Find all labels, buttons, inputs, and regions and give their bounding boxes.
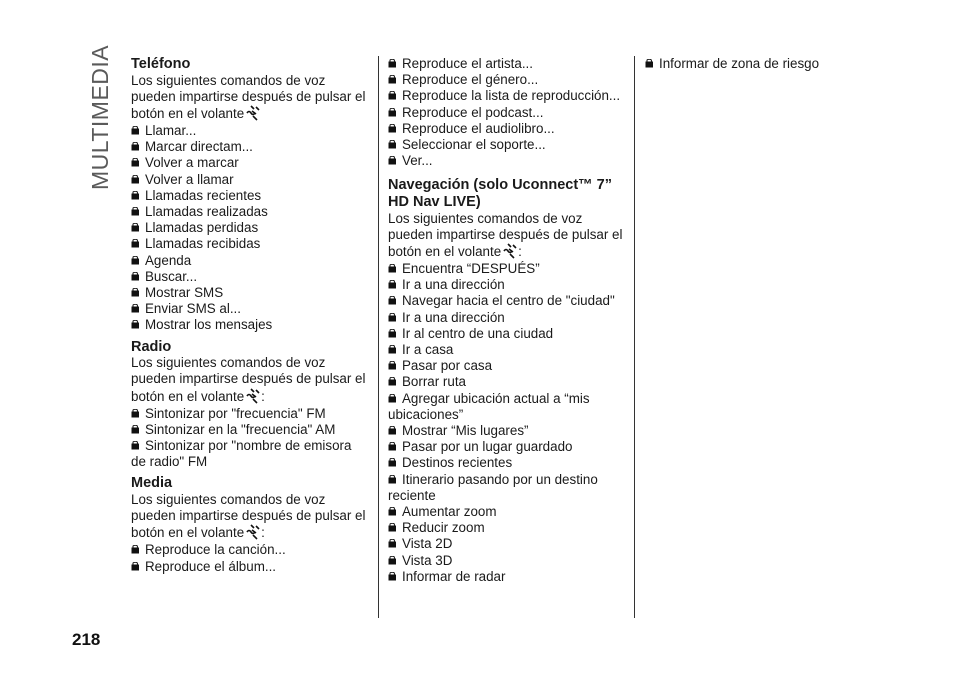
command-bullet-icon (131, 272, 140, 281)
command-bullet-icon (388, 313, 397, 322)
list-item: Ir al centro de una ciudad (388, 326, 628, 342)
command-bullet-icon (131, 223, 140, 232)
column-divider (378, 56, 379, 618)
command-list (131, 123, 369, 334)
command-bullet-icon (388, 572, 397, 581)
list-item: Mostrar “Mis lugares” (388, 423, 628, 439)
list-item: Aumentar zoom (388, 504, 628, 520)
command-bullet-icon (388, 91, 397, 100)
command-bullet-icon (388, 329, 397, 338)
command-bullet-icon (131, 425, 140, 434)
command-bullet-icon (131, 142, 140, 151)
command-bullet-icon (131, 175, 140, 184)
command-bullet-icon (131, 304, 140, 313)
command-bullet-icon (388, 442, 397, 451)
list-item: Vista 2D (388, 536, 628, 552)
list-item: Reproduce el podcast... (388, 105, 628, 121)
list-item: Llamadas realizadas (131, 204, 369, 220)
list-item: Llamadas recibidas (131, 236, 369, 252)
command-list (645, 56, 875, 72)
command-bullet-icon (388, 361, 397, 370)
list-item: Mostrar SMS (131, 285, 369, 301)
list-item: Reproduce la lista de reproducción... (388, 88, 628, 104)
list-item: Sintonizar por "frecuencia" FM (131, 406, 369, 422)
list-item: Reproduce el artista... (388, 56, 628, 72)
section-title: Radio (131, 338, 172, 355)
list-item: Itinerario pasando por un destino reciente (388, 471, 598, 503)
list-item: Volver a llamar (131, 172, 369, 188)
list-item: Volver a marcar (131, 155, 369, 171)
command-bullet-icon (388, 280, 397, 289)
list-item: Informar de radar (388, 569, 628, 585)
page-number: 218 (72, 630, 101, 649)
command-list (388, 261, 628, 585)
section-intro: Los siguientes comandos de voz pueden impartirse después de pulsar el botón en el volante : (131, 355, 366, 404)
list-item: Ir a una dirección (388, 277, 628, 293)
command-bullet-icon (645, 59, 654, 68)
command-bullet-icon (131, 158, 140, 167)
section-intro: Los siguientes comandos de voz pueden impartirse después de pulsar el botón en el volante : (131, 492, 366, 541)
list-item: Pasar por casa (388, 358, 628, 374)
list-item: Sintonizar por "nombre de emisora de radio" FM (131, 438, 352, 470)
voice-command-icon (502, 243, 518, 261)
list-item: Vista 3D (388, 553, 628, 569)
section-intro: Los siguientes comandos de voz pueden impartirse después de pulsar el botón en el volante : (388, 210, 623, 260)
section-side-title: MULTIMEDIA (87, 44, 113, 190)
list-item: Reproduce la canción... (131, 542, 369, 558)
command-bullet-icon (388, 59, 397, 68)
command-bullet-icon (388, 156, 397, 165)
command-bullet-icon (131, 545, 140, 554)
list-item: Mostrar los mensajes (131, 317, 369, 333)
list-item: Pasar por un lugar guardado (388, 439, 628, 455)
list-item: Borrar ruta (388, 374, 628, 390)
list-item: Informar de zona de riesgo (645, 56, 875, 72)
command-bullet-icon (388, 75, 397, 84)
list-item: Seleccionar el soporte... (388, 137, 628, 153)
command-bullet-icon (388, 458, 397, 467)
command-bullet-icon (388, 426, 397, 435)
command-bullet-icon (388, 539, 397, 548)
command-bullet-icon (131, 207, 140, 216)
list-item: Llamadas recientes (131, 188, 369, 204)
command-bullet-icon (388, 556, 397, 565)
list-item: Reproduce el álbum... (131, 559, 369, 575)
command-bullet-icon (388, 507, 397, 516)
command-bullet-icon (131, 191, 140, 200)
list-item: Reproduce el género... (388, 72, 628, 88)
column-2 (388, 56, 628, 585)
section-navegacion (388, 177, 628, 585)
list-item: Ver... (388, 153, 628, 169)
list-item: Agenda (131, 253, 369, 269)
command-bullet-icon (131, 256, 140, 265)
list-item: Ir a una dirección (388, 310, 628, 326)
command-bullet-icon (131, 409, 140, 418)
column-1 (131, 56, 369, 575)
list-item: Buscar... (131, 269, 369, 285)
list-item: Enviar SMS al... (131, 301, 369, 317)
section-title: Teléfono (131, 56, 191, 72)
command-bullet-icon (131, 239, 140, 248)
command-bullet-icon (388, 523, 397, 532)
list-item: Destinos recientes (388, 455, 628, 471)
command-bullet-icon (388, 108, 397, 117)
list-item: Agregar ubicación actual a “mis ubicaciones” (388, 390, 590, 422)
command-bullet-icon (388, 475, 397, 484)
command-list (131, 542, 369, 574)
voice-command-icon (245, 105, 261, 123)
command-bullet-icon (131, 562, 140, 571)
list-item: Ir a casa (388, 342, 628, 358)
command-bullet-icon (388, 140, 397, 149)
command-bullet-icon (388, 345, 397, 354)
section-title: Media (131, 475, 173, 492)
command-bullet-icon (388, 394, 397, 403)
command-bullet-icon (388, 264, 397, 273)
command-bullet-icon (131, 441, 140, 450)
command-list (131, 406, 369, 471)
voice-command-icon (245, 524, 261, 542)
voice-command-icon (245, 388, 261, 406)
column-divider (634, 56, 635, 618)
section-telefono (131, 56, 369, 334)
list-item: Llamar... (131, 123, 369, 139)
section-radio (131, 339, 369, 471)
command-bullet-icon (131, 320, 140, 329)
list-item: Llamadas perdidas (131, 220, 369, 236)
command-bullet-icon (388, 377, 397, 386)
command-bullet-icon (131, 288, 140, 297)
list-item: Sintonizar en la "frecuencia" AM (131, 422, 369, 438)
command-bullet-icon (388, 296, 397, 305)
list-item: Marcar directam... (131, 139, 369, 155)
section-intro: Los siguientes comandos de voz pueden impartirse después de pulsar el botón en el volante (131, 72, 366, 121)
list-item: Reproduce el audiolibro... (388, 121, 628, 137)
command-list (388, 56, 628, 169)
column-3 (645, 56, 875, 72)
command-bullet-icon (131, 126, 140, 135)
section-title: Navegación (solo Uconnect™ 7” HD Nav LIVE) (388, 177, 612, 211)
section-media (131, 475, 369, 574)
list-item: Reducir zoom (388, 520, 628, 536)
list-item: Encuentra “DESPUÉS” (388, 261, 628, 277)
command-bullet-icon (388, 124, 397, 133)
list-item: Navegar hacia el centro de "ciudad" (388, 293, 628, 309)
